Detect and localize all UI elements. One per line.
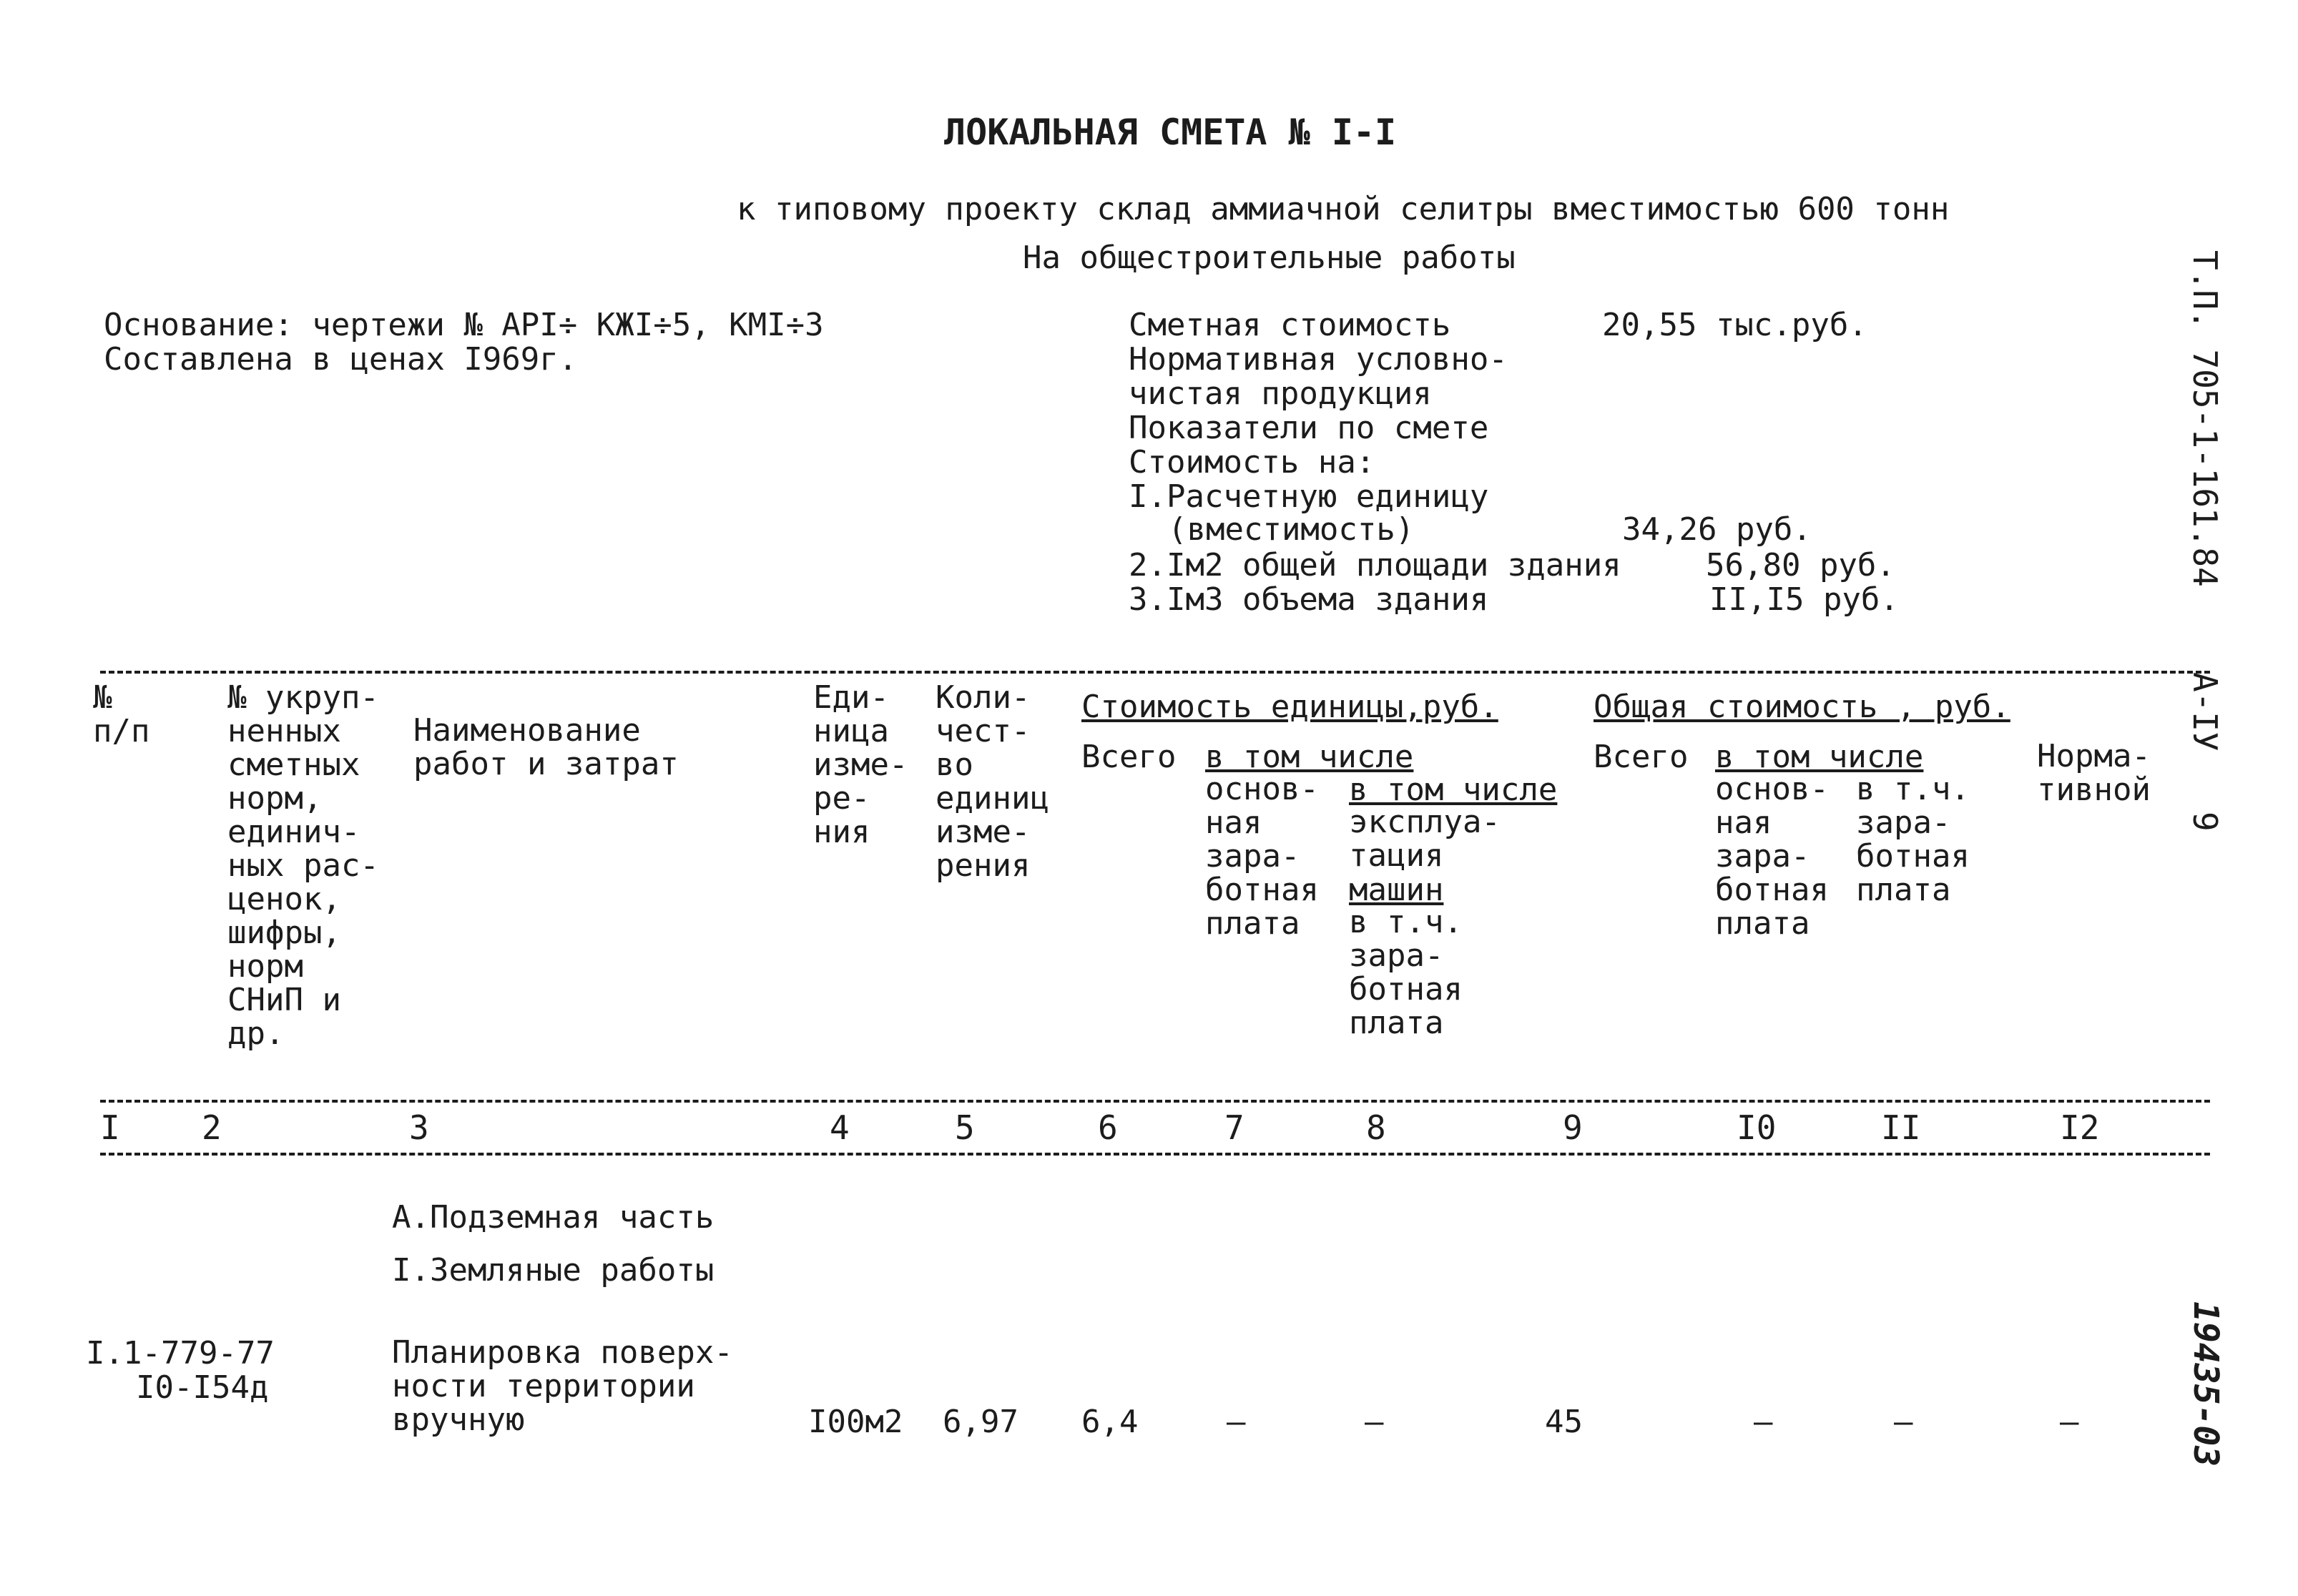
row-work-name: Планировка поверх- ности территории вручную [392, 1334, 733, 1438]
header-col-8-a: эксплуа- тация [1349, 804, 1501, 874]
header-unit-cost-group: Стоимость единицы,руб. [1081, 689, 1498, 725]
header-col-8-b: машин [1349, 872, 1444, 908]
column-number: I [100, 1108, 120, 1147]
row-code-1: 1-779-77 [123, 1335, 275, 1371]
column-number: I0 [1737, 1108, 1777, 1147]
row-unit-machines: – [1365, 1404, 1384, 1440]
column-number: I2 [2060, 1108, 2100, 1147]
header-col-10: основ- ная зара- ботная плата [1715, 771, 1829, 942]
normative-label-1: Нормативная условно- [1129, 341, 1508, 378]
table-header-rule [100, 1100, 2210, 1103]
header-col-12: Норма- тивной [2037, 738, 2151, 808]
row-total-wage: – [1754, 1404, 1773, 1440]
header-col-6: Всего [1081, 739, 1177, 775]
header-col-9: Всего [1594, 739, 1689, 775]
item3-label: 3.Iм3 объема здания [1129, 581, 1489, 618]
header-col-7: основ- ная зара- ботная плата [1205, 771, 1319, 942]
column-number: 2 [202, 1108, 222, 1147]
column-number: 4 [830, 1108, 850, 1147]
item3-value: II,I5 руб. [1709, 581, 1899, 618]
normative-label-2: чистая продукция [1129, 375, 1432, 412]
estimated-cost-label: Сметная стоимость [1129, 307, 1451, 343]
works-type: На общестроительные работы [1023, 240, 1516, 276]
estimated-cost-value: 20,55 тыс.руб. [1602, 307, 1867, 343]
document-title: ЛОКАЛЬНАЯ СМЕТА № I-I [944, 112, 1397, 153]
page-number: 9 [2186, 812, 2224, 832]
column-number: II [1881, 1108, 1921, 1147]
item1-label-1: I.Расчетную единицу [1129, 478, 1489, 515]
row-unit-wage: – [1227, 1404, 1246, 1440]
section-title: А.Подземная часть [392, 1199, 715, 1236]
column-number: 3 [409, 1108, 429, 1147]
row-code-2: I0-I54д [136, 1369, 269, 1406]
item1-label-2: (вместимость) [1168, 511, 1415, 548]
header-incl-2: в том числе [1349, 772, 1558, 808]
header-col-2: № укруп- ненных сметных норм, единич- ных рас- ценок, шифры, норм СНиП и др. [227, 679, 379, 1052]
row-total-machine-wage: – [1894, 1404, 1913, 1440]
row-normative: – [2060, 1404, 2079, 1440]
header-col-1: № п/п [93, 679, 150, 749]
column-number: 8 [1366, 1108, 1386, 1147]
item2-label: 2.Iм2 общей площади здания [1129, 547, 1621, 583]
row-unit: I00м2 [808, 1404, 903, 1440]
album-number: А-IУ [2186, 672, 2224, 752]
column-number: 6 [1098, 1108, 1118, 1147]
item2-value: 56,80 руб. [1706, 547, 1895, 583]
row-total: 45 [1545, 1404, 1583, 1440]
row-unit-total: 6,4 [1081, 1404, 1139, 1440]
header-col-11: в т.ч. зара- ботная плата [1856, 771, 1970, 908]
header-col-3: Наименование работ и затрат [413, 712, 679, 782]
indicators-label: Показатели по смете [1129, 410, 1489, 446]
column-number: 9 [1563, 1108, 1583, 1147]
item1-value: 34,26 руб. [1622, 511, 1812, 548]
header-total-cost-group: Общая стоимость , руб. [1594, 689, 2010, 725]
table-top-rule [100, 671, 2210, 674]
row-number: I. [86, 1335, 124, 1371]
header-col-5: Коли- чест- во единиц изме- рения [936, 679, 1049, 884]
column-numbers-rule [100, 1153, 2210, 1156]
basis-prices: Составлена в ценах I969г. [104, 341, 578, 378]
column-number: 7 [1224, 1108, 1244, 1147]
header-col-8-c: в т.ч. зара- ботная плата [1349, 904, 1463, 1041]
subsection-title: I.Земляные работы [392, 1252, 715, 1289]
document-subtitle: к типовому проекту склад аммиачной селитры вместимостью 600 тонн [737, 191, 1950, 227]
project-code: Т.П. 705-1-161.84 [2186, 250, 2224, 587]
document-number: 19435-03 [2186, 1301, 2226, 1467]
basis-drawings: Основание: чертежи № АРI÷ КЖI÷5, КМI÷3 [104, 307, 824, 343]
row-quantity: 6,97 [943, 1404, 1018, 1440]
header-incl-1: в том числе [1205, 739, 1414, 775]
cost-on-label: Стоимость на: [1129, 444, 1375, 481]
header-col-4: Еди- ница изме- ре- ния [813, 679, 908, 850]
column-number: 5 [955, 1108, 975, 1147]
header-incl-3: в том числе [1715, 739, 1924, 775]
